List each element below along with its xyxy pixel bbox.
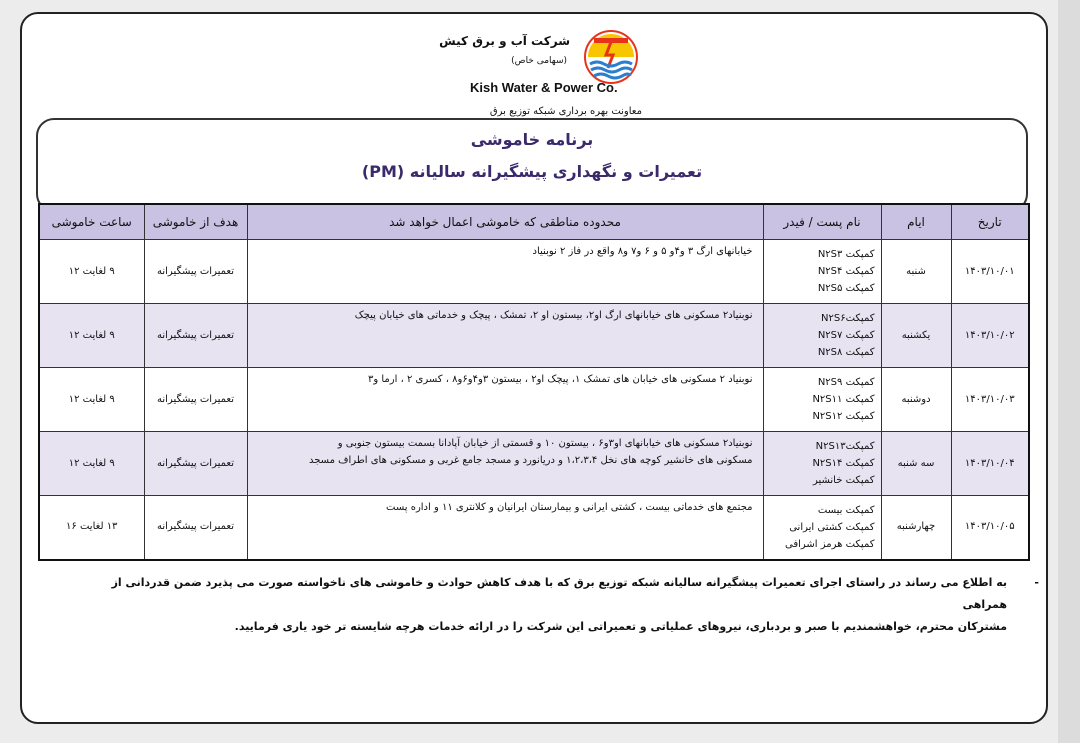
cell-time: ۹ لغایت ۱۲: [39, 240, 144, 304]
area-text: نوبنیاد ۲ مسکونی های خیابان های تمشک ۱، پیچک او۲ ، بیستون ۳و۴و۶و۸ ، کسری ۲ ، ارما و۳: [368, 374, 753, 385]
feeder-name: کمپکت N۲S۱۴: [812, 458, 875, 469]
company-name-en: Kish Water & Power Co.: [470, 80, 618, 95]
cell-area: [247, 304, 763, 368]
cell-time: ۱۳ لغایت ۱۶: [39, 496, 144, 560]
company-type: (سهامی خاص): [511, 56, 567, 66]
feeder-name: کمپکت خانشیر: [812, 475, 875, 486]
table-row: [39, 368, 1029, 432]
department-name: معاونت بهره برداری شبکه توزیع برق: [489, 106, 642, 117]
area-text: نوبنیاد۲ مسکونی های خیابانهای ارگ او۲، بیستون او ۲، تمشک ، پیچک و خدماتی های خیابان پیچک: [354, 310, 753, 321]
cell-time: ۹ لغایت ۱۲: [39, 368, 144, 432]
schedule-table: [38, 203, 1030, 561]
company-name-fa: شرکت آب و برق کیش: [439, 34, 570, 48]
cell-date: ۱۴۰۳/۱۰/۰۳: [951, 368, 1029, 432]
cell-area: [247, 432, 763, 496]
cell-date: ۱۴۰۳/۱۰/۰۲: [951, 304, 1029, 368]
table-row: [39, 496, 1029, 560]
area-text: مجتمع های خدماتی بیست ، کشتی ایرانی و بیمارستان ایرانیان و کلانتری ۱۱ و اداره پست: [386, 502, 753, 513]
cell-day: شنبه: [881, 240, 951, 304]
letterhead: [439, 22, 662, 122]
feeder-name: کمپکت N۲S۱۲: [812, 411, 875, 422]
col-header-area: محدوده مناطقی که خاموشی اعمال خواهد شد: [247, 204, 763, 240]
cell-purpose: تعمیرات پیشگیرانه: [144, 240, 247, 304]
cell-day: یکشنبه: [881, 304, 951, 368]
cell-area: [247, 240, 763, 304]
feeder-name: کمپکت N۲S۷: [817, 330, 875, 341]
feeder-name: کمپکت N۲S۱۱: [812, 394, 875, 405]
cell-feeders: [763, 304, 881, 368]
col-header-date: تاریخ: [951, 204, 1029, 240]
col-header-purpose: هدف از خاموشی: [144, 204, 247, 240]
table-row: [39, 432, 1029, 496]
notice-line-2: مشترکان محترم، خواهشمندیم با صبر و بردباری، نیروهای عملیاتی و تعمیراتی این شرکت را در ارائه خدمات هرچه شایسته تر خود یاری فرمایید.: [234, 620, 1007, 633]
col-header-feeder: نام پست / فیدر: [763, 204, 881, 240]
cell-day: چهارشنبه: [881, 496, 951, 560]
table-row: [39, 304, 1029, 368]
feeder-name: کمپکت N۲S۳: [817, 249, 875, 260]
cell-feeders: [763, 368, 881, 432]
title-line-2: تعمیرات و نگهداری پیشگیرانه سالیانه (PM): [361, 162, 703, 181]
cell-area: [247, 368, 763, 432]
cell-day: سه شنبه: [881, 432, 951, 496]
feeder-name: کمپکتN۲S۱۳: [815, 441, 875, 452]
feeder-name: کمپکت هرمز اشرافی: [785, 538, 875, 550]
cell-purpose: تعمیرات پیشگیرانه: [144, 368, 247, 432]
feeder-name: کمپکت بیست: [817, 504, 875, 516]
cell-date: ۱۴۰۳/۱۰/۰۴: [951, 432, 1029, 496]
feeder-name: کمپکت کشتی ایرانی: [789, 521, 875, 533]
cell-area: [247, 496, 763, 560]
feeder-name: کمپکت N۲S۴: [817, 266, 875, 277]
table-row: [39, 240, 1029, 304]
cell-purpose: تعمیرات پیشگیرانه: [144, 432, 247, 496]
feeder-name: کمپکت N۲S۵: [817, 283, 875, 294]
area-text: خیابانهای ارگ ۳ و۴و ۵ و ۶ و۷ و۸ واقع در فاز ۲ نوبنیاد: [532, 246, 753, 257]
cell-purpose: تعمیرات پیشگیرانه: [144, 496, 247, 560]
notice-paragraph: [72, 572, 1039, 638]
cell-time: ۹ لغایت ۱۲: [39, 432, 144, 496]
document-page: [20, 12, 1048, 724]
cell-day: دوشنبه: [881, 368, 951, 432]
feeder-name: کمپکت N۲S۸: [817, 347, 875, 358]
feeder-name: کمپکت N۲S۹: [817, 377, 875, 388]
cell-feeders: [763, 432, 881, 496]
area-text: مسکونی های خانشیر کوچه های نخل ۱،۲،۳،۴ و دریانورد و مسجد جامع غربی و مسکونی های اطراف مسجد: [308, 455, 753, 466]
scan-edge: [1058, 0, 1080, 743]
feeder-name: کمپکتN۲S۶: [821, 313, 875, 324]
cell-date: ۱۴۰۳/۱۰/۰۵: [951, 496, 1029, 560]
notice-bullet: -: [1034, 576, 1039, 589]
cell-feeders: [763, 496, 881, 560]
cell-date: ۱۴۰۳/۱۰/۰۱: [951, 240, 1029, 304]
title-box: [36, 118, 1028, 212]
company-logo-icon: [582, 28, 640, 86]
title-line-1: برنامه خاموشی: [470, 130, 594, 149]
table-header-row: [39, 204, 1029, 240]
cell-time: ۹ لغایت ۱۲: [39, 304, 144, 368]
cell-purpose: تعمیرات پیشگیرانه: [144, 304, 247, 368]
col-header-day: ایام: [881, 204, 951, 240]
notice-line-1: به اطلاع می رساند در راستای اجرای تعمیرات پیشگیرانه سالیانه شبکه توزیع برق که با هدف کاهش حوادث و خاموشی های ناخواسته صورت می پذیرد ضمن قدردانی از همراهی: [111, 576, 1007, 611]
col-header-time: ساعت خاموشی: [39, 204, 144, 240]
area-text: نوبنیاد۲ مسکونی های خیابانهای او۳و۶ ، بیستون ۱۰ و قسمتی از خیابان آپادانا بسمت بیستون جنوبی و: [337, 438, 753, 449]
cell-feeders: [763, 240, 881, 304]
